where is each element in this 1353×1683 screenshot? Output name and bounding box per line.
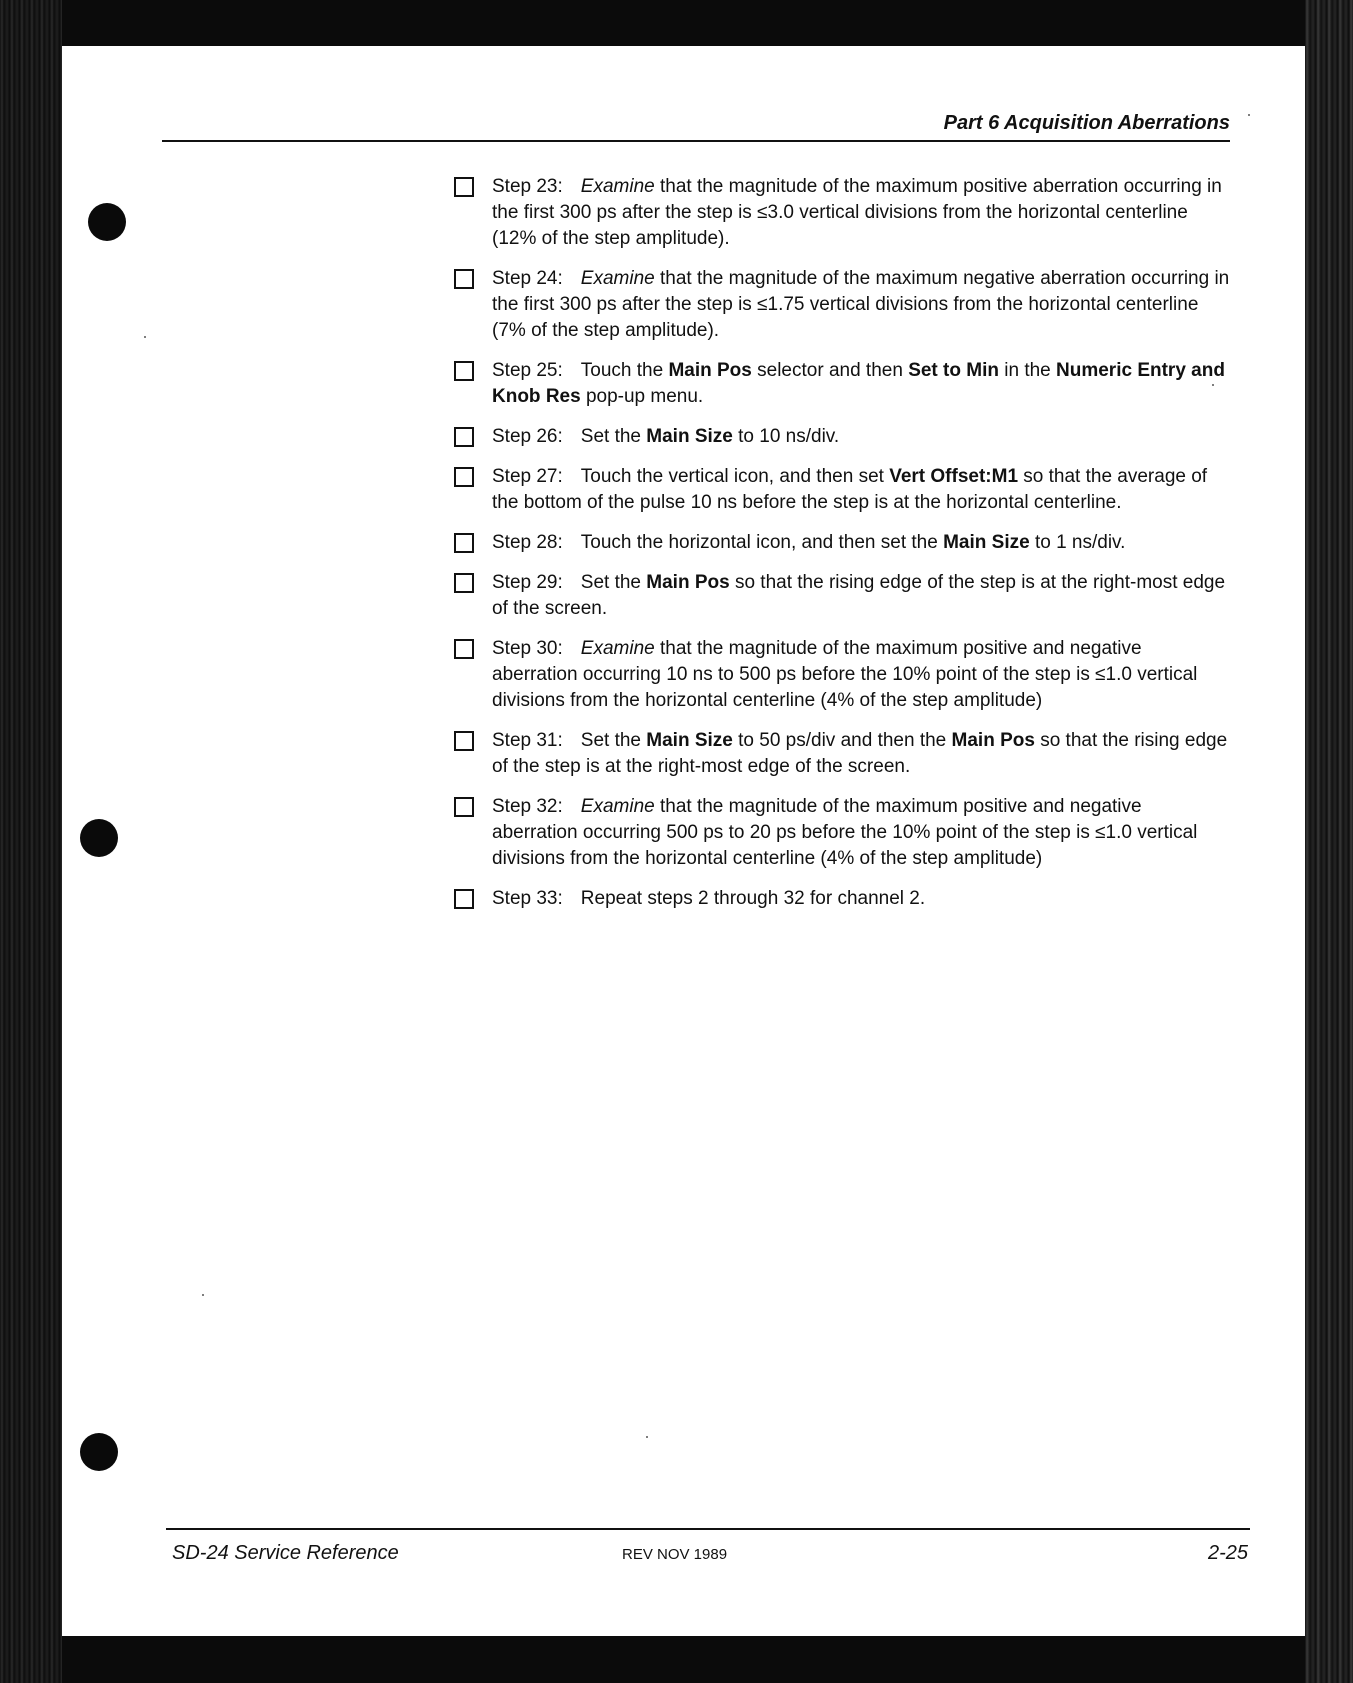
step-text-bold: Main Pos xyxy=(668,360,752,381)
step-number: Step 24: xyxy=(492,268,563,289)
step-checkbox[interactable] xyxy=(454,427,474,447)
scan-speck xyxy=(1248,114,1250,116)
scan-border-left xyxy=(0,0,62,1683)
step-number: Step 32: xyxy=(492,796,563,817)
step-text: that the magnitude of the maximum positive and negative aberration occurring 500 ps to 20 ps before the 10% point of the step is ≤1.0 vertical divisions from the horizontal centerline (4% of the step amplitude) xyxy=(492,796,1198,869)
scan-speck xyxy=(144,336,146,338)
step-text-bold: Main Size xyxy=(646,426,733,447)
scan-speck xyxy=(646,1436,648,1438)
step-text-italic: Examine xyxy=(580,176,655,197)
step-text-italic: Examine xyxy=(580,796,655,817)
step-checkbox[interactable] xyxy=(454,467,474,487)
step-text-bold: Main Pos xyxy=(951,730,1035,751)
scan-border-right xyxy=(1305,0,1353,1683)
step-number: Step 29: xyxy=(492,572,563,593)
punch-hole-top xyxy=(88,203,126,241)
footer-rule xyxy=(166,1528,1250,1530)
step-text-bold: Main Pos xyxy=(646,572,730,593)
step-item xyxy=(452,636,1232,714)
step-text: so that the rising edge of the step is at the right-most edge of the screen. xyxy=(492,730,1228,777)
step-list xyxy=(452,174,1232,926)
step-number: Step 31: xyxy=(492,730,563,751)
step-item xyxy=(452,424,1232,450)
step-text: Set the xyxy=(580,572,647,593)
step-text: pop-up menu. xyxy=(580,386,704,407)
step-checkbox[interactable] xyxy=(454,889,474,909)
step-item xyxy=(452,886,1232,912)
step-text: to 1 ns/div. xyxy=(1029,532,1126,553)
step-text-bold: Set to Min xyxy=(908,360,999,381)
step-checkbox[interactable] xyxy=(454,269,474,289)
step-number: Step 25: xyxy=(492,360,563,381)
step-item xyxy=(452,570,1232,622)
step-checkbox[interactable] xyxy=(454,361,474,381)
step-text: Set the xyxy=(580,426,647,447)
step-text: Touch the xyxy=(580,360,669,381)
punch-hole-middle xyxy=(80,819,118,857)
step-item xyxy=(452,358,1232,410)
step-item xyxy=(452,266,1232,344)
step-item xyxy=(452,174,1232,252)
step-text: Touch the vertical icon, and then set xyxy=(580,466,890,487)
step-number: Step 28: xyxy=(492,532,563,553)
step-text: Touch the horizontal icon, and then set the xyxy=(580,532,944,553)
step-text: Set the xyxy=(580,730,647,751)
step-text: selector and then xyxy=(751,360,909,381)
step-text: so that the average of the bottom of the pulse 10 ns before the step is at the horizontal centerline. xyxy=(492,466,1208,513)
step-text-bold: Main Size xyxy=(646,730,733,751)
step-checkbox[interactable] xyxy=(454,177,474,197)
footer-document-title: SD-24 Service Reference xyxy=(172,1542,399,1564)
step-item xyxy=(452,464,1232,516)
step-checkbox[interactable] xyxy=(454,573,474,593)
step-text-bold: Main Size xyxy=(943,532,1030,553)
step-number: Step 26: xyxy=(492,426,563,447)
scan-speck xyxy=(202,1294,204,1296)
header-rule xyxy=(162,140,1230,142)
step-text: that the magnitude of the maximum negative aberration occurring in the first 300 ps after the step is ≤1.75 vertical divisions from the horizontal centerline (7% of the step amplitude). xyxy=(492,268,1230,341)
step-text-bold: Vert Offset:M1 xyxy=(889,466,1019,487)
scan-speck xyxy=(1212,384,1214,386)
step-number: Step 33: xyxy=(492,888,563,909)
step-item xyxy=(452,794,1232,872)
footer-page-number: 2-25 xyxy=(1207,1542,1248,1564)
step-text: that the magnitude of the maximum positive and negative aberration occurring 10 ns to 500 ps before the 10% point of the step is ≤1.0 vertical divisions from the horizontal centerline (4% of the step amplitude) xyxy=(492,638,1198,711)
step-text: to 10 ns/div. xyxy=(732,426,840,447)
step-text: that the magnitude of the maximum positive aberration occurring in the first 300 ps after the step is ≤3.0 vertical divisions from the horizontal centerline (12% of the step amplitude). xyxy=(492,176,1222,249)
step-checkbox[interactable] xyxy=(454,797,474,817)
step-number: Step 27: xyxy=(492,466,563,487)
step-text: in the xyxy=(998,360,1057,381)
step-text: to 50 ps/div and then the xyxy=(732,730,952,751)
step-checkbox[interactable] xyxy=(454,533,474,553)
step-text-italic: Examine xyxy=(580,638,655,659)
step-number: Step 23: xyxy=(492,176,563,197)
step-number: Step 30: xyxy=(492,638,563,659)
punch-hole-bottom xyxy=(80,1433,118,1471)
document-page xyxy=(62,46,1305,1636)
step-checkbox[interactable] xyxy=(454,731,474,751)
step-text-italic: Examine xyxy=(580,268,655,289)
page-header-title: Part 6 Acquisition Aberrations xyxy=(943,112,1230,134)
step-item xyxy=(452,728,1232,780)
step-text: so that the rising edge of the step is at the right-most edge of the screen. xyxy=(492,572,1226,619)
step-text-bold: Numeric Entry and Knob Res xyxy=(492,360,1225,407)
footer-revision: REV NOV 1989 xyxy=(622,1546,728,1563)
step-checkbox[interactable] xyxy=(454,639,474,659)
step-text: Repeat steps 2 through 32 for channel 2. xyxy=(580,888,926,909)
step-item xyxy=(452,530,1232,556)
